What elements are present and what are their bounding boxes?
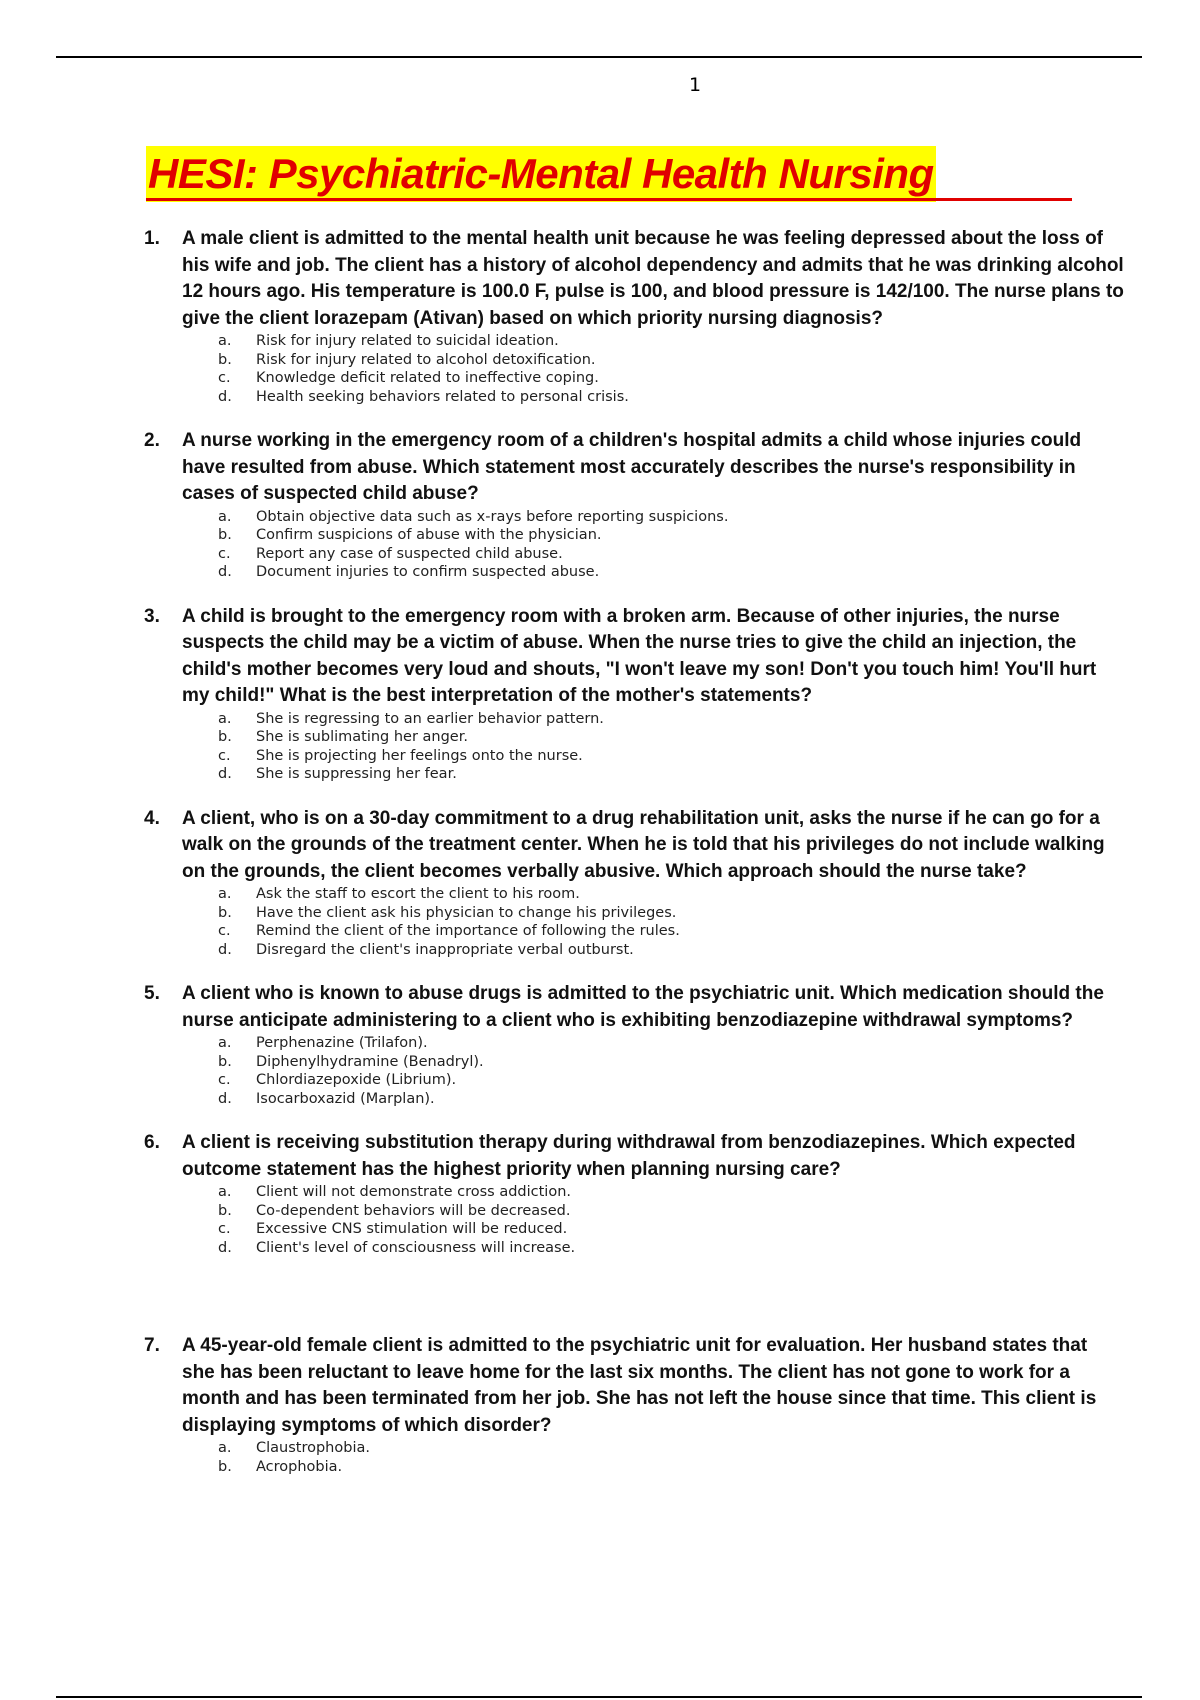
answer-option xyxy=(182,563,1124,582)
answer-option xyxy=(182,1090,1124,1109)
option-list xyxy=(182,1183,1124,1257)
question-item xyxy=(144,806,1124,960)
option-letter: c. xyxy=(218,1072,231,1088)
answer-option xyxy=(182,1458,1124,1477)
option-list xyxy=(182,1034,1124,1108)
answer-option xyxy=(182,922,1124,941)
option-letter: d. xyxy=(218,1090,232,1107)
option-letter: b. xyxy=(218,1053,232,1070)
option-text: Client will not demonstrate cross addiction. xyxy=(256,1184,571,1200)
option-text: Chlordiazepoxide (Librium). xyxy=(256,1072,457,1088)
option-text: Isocarboxazid (Marplan). xyxy=(256,1090,435,1107)
footer-rule xyxy=(56,1696,1142,1698)
question-item xyxy=(144,604,1124,784)
question-item xyxy=(144,1333,1124,1476)
answer-option xyxy=(182,1053,1124,1072)
option-letter: a. xyxy=(218,333,232,349)
question-number: 7. xyxy=(144,1335,160,1356)
question-text: A 45-year-old female client is admitted to the psychiatric unit for evaluation. Her husband states that she has been reluctant to leave home for the last six months. The client has not gone to work for a month and has been terminated from her job. She has not left the house since that time. This client is displaying symptoms of which disorder? xyxy=(182,1335,1097,1436)
answer-option xyxy=(182,1202,1124,1221)
answer-option xyxy=(182,388,1124,407)
option-text: She is regressing to an earlier behavior pattern. xyxy=(256,710,604,727)
question-text: A nurse working in the emergency room of a children's hospital admits a child whose injuries could have resulted from abuse. Which statement most accurately describes the nurse's responsibility in cases of suspected child abuse? xyxy=(182,430,1082,504)
answer-option xyxy=(182,1034,1124,1053)
option-text: Client's level of consciousness will increase. xyxy=(256,1239,576,1256)
option-text: Risk for injury related to alcohol detoxification. xyxy=(256,351,596,368)
option-letter: c. xyxy=(218,923,231,939)
answer-option xyxy=(182,1183,1124,1202)
question-item xyxy=(144,226,1124,406)
option-letter: c. xyxy=(218,370,231,386)
option-letter: b. xyxy=(218,351,232,368)
option-list xyxy=(182,332,1124,406)
answer-option xyxy=(182,351,1124,370)
option-text: She is sublimating her anger. xyxy=(256,729,468,745)
title-block xyxy=(146,146,1072,202)
option-letter: b. xyxy=(218,1458,232,1475)
option-letter: c. xyxy=(218,545,231,562)
answer-option xyxy=(182,526,1124,545)
option-text: Knowledge deficit related to ineffective coping. xyxy=(256,370,599,386)
option-letter: a. xyxy=(218,1184,232,1200)
question-number: 2. xyxy=(144,430,160,451)
answer-option xyxy=(182,765,1124,784)
page-number: 1 xyxy=(688,74,702,96)
option-text: Excessive CNS stimulation will be reduced. xyxy=(256,1221,568,1237)
answer-option xyxy=(182,885,1124,904)
option-letter: b. xyxy=(218,1202,232,1219)
option-text: Remind the client of the importance of following the rules. xyxy=(256,923,680,939)
answer-option xyxy=(182,728,1124,747)
option-list xyxy=(182,710,1124,784)
option-text: She is projecting her feelings onto the nurse. xyxy=(256,747,583,764)
page-title: HESI: Psychiatric-Mental Health Nursing xyxy=(146,146,936,202)
answer-option xyxy=(182,508,1124,527)
option-letter: d. xyxy=(218,941,232,958)
answer-option xyxy=(182,941,1124,960)
option-letter: a. xyxy=(218,508,232,525)
answer-option xyxy=(182,747,1124,766)
option-text: Diphenylhydramine (Benadryl). xyxy=(256,1053,484,1070)
title-underline xyxy=(146,198,1072,201)
answer-option xyxy=(182,904,1124,923)
question-number: 1. xyxy=(144,228,160,249)
answer-option xyxy=(182,369,1124,388)
question-text: A client who is known to abuse drugs is admitted to the psychiatric unit. Which medication should the nurse anticipate administering to a client who is exhibiting benzodiazepine withdrawal symptoms? xyxy=(182,983,1104,1031)
question-number: 6. xyxy=(144,1132,160,1153)
option-letter: c. xyxy=(218,1221,231,1237)
question-number: 4. xyxy=(144,807,160,829)
option-letter: a. xyxy=(218,1035,232,1051)
header-rule xyxy=(56,56,1142,58)
question-item xyxy=(144,1130,1124,1257)
option-text: Report any case of suspected child abuse. xyxy=(256,545,563,562)
answer-option xyxy=(182,332,1124,351)
option-letter: b. xyxy=(218,527,232,543)
question-text: A child is brought to the emergency room with a broken arm. Because of other injuries, the nurse suspects the child may be a victim of abuse. When the nurse tries to give the child an injection, the child's mother becomes very loud and shouts, "I won't leave my son! Don't you touch him! You'll hurt my child!" What is the best interpretation of the mother's statements? xyxy=(182,605,1097,706)
option-text: She is suppressing her fear. xyxy=(256,766,457,782)
option-letter: c. xyxy=(218,747,231,764)
option-text: Confirm suspicions of abuse with the physician. xyxy=(256,527,602,543)
option-letter: b. xyxy=(218,904,232,921)
option-letter: a. xyxy=(218,1440,232,1456)
option-text: Document injuries to confirm suspected abuse. xyxy=(256,564,600,580)
question-item xyxy=(144,981,1124,1108)
answer-option xyxy=(182,1439,1124,1458)
option-text: Obtain objective data such as x-rays before reporting suspicions. xyxy=(256,508,729,525)
option-text: Acrophobia. xyxy=(256,1458,343,1475)
option-text: Health seeking behaviors related to personal crisis. xyxy=(256,388,629,405)
option-text: Risk for injury related to suicidal ideation. xyxy=(256,333,559,349)
option-text: Claustrophobia. xyxy=(256,1440,370,1456)
answer-option xyxy=(182,545,1124,564)
question-text: A client is receiving substitution therapy during withdrawal from benzodiazepines. Which expected outcome statement has the highest priority when planning nursing care? xyxy=(182,1132,1076,1180)
option-text: Disregard the client's inappropriate verbal outburst. xyxy=(256,941,634,958)
answer-option xyxy=(182,1220,1124,1239)
question-item xyxy=(144,428,1124,582)
question-text: A client, who is on a 30-day commitment to a drug rehabilitation unit, asks the nurse if he can go for a walk on the grounds of the treatment center. When he is told that his privileges do not include walking on the grounds, the client becomes verbally abusive. Which approach should the nurse take? xyxy=(182,807,1105,882)
question-number: 5. xyxy=(144,983,160,1004)
option-list xyxy=(182,885,1124,959)
question-number: 3. xyxy=(144,605,160,627)
option-text: Perphenazine (Trilafon). xyxy=(256,1035,428,1051)
option-letter: a. xyxy=(218,710,232,727)
option-letter: d. xyxy=(218,766,232,782)
answer-option xyxy=(182,1239,1124,1258)
option-list xyxy=(182,1439,1124,1476)
option-text: Ask the staff to escort the client to his room. xyxy=(256,886,580,902)
option-letter: d. xyxy=(218,564,232,580)
option-text: Have the client ask his physician to change his privileges. xyxy=(256,904,677,921)
option-letter: d. xyxy=(218,1239,232,1256)
question-text: A male client is admitted to the mental health unit because he was feeling depressed about the loss of his wife and job. The client has a history of alcohol dependency and admits that he was drinking alcohol 12 hours ago. His temperature is 100.0 F, pulse is 100, and blood pressure is 142/100. The nurse plans to give the client lorazepam (Ativan) based on which priority nursing diagnosis? xyxy=(182,228,1124,329)
option-letter: d. xyxy=(218,388,232,405)
option-letter: a. xyxy=(218,886,232,902)
answer-option xyxy=(182,1071,1124,1090)
option-letter: b. xyxy=(218,729,232,745)
answer-option xyxy=(182,710,1124,729)
question-list xyxy=(144,226,1124,1476)
option-list xyxy=(182,508,1124,582)
option-text: Co-dependent behaviors will be decreased. xyxy=(256,1202,571,1219)
